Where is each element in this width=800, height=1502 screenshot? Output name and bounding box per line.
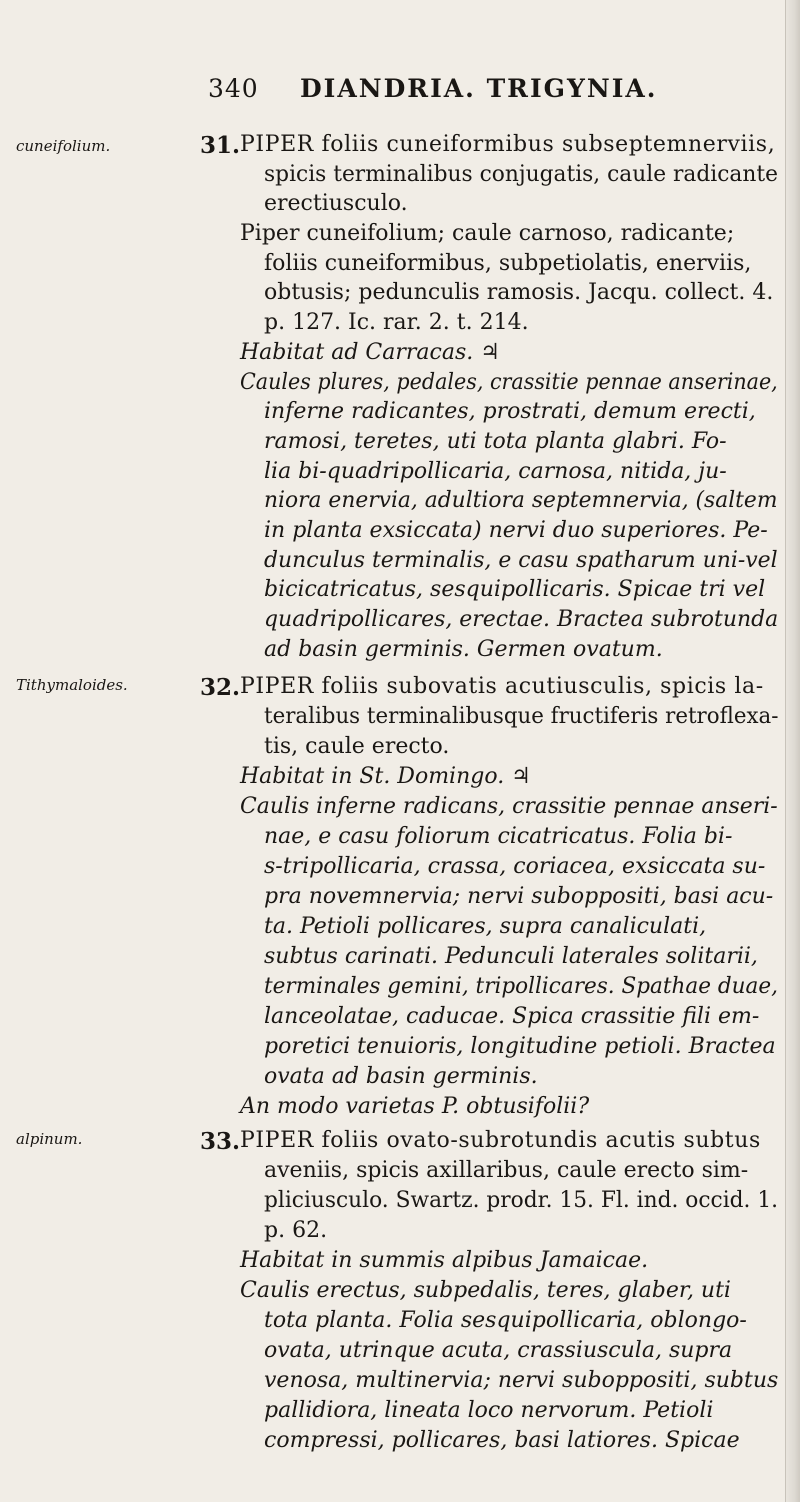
margin-note: Tithymaloides. <box>16 676 128 694</box>
text-line: pra novemnervia; nervi suboppositi, basi acu- <box>264 884 774 909</box>
text-line: niora enervia, adultiora septemnervia, (saltem <box>264 488 778 513</box>
margin-note: alpinum. <box>16 1130 83 1148</box>
text-line: spicis terminalibus conjugatis, caule radicante <box>264 162 778 187</box>
text-line: ovata ad basin germinis. <box>264 1064 538 1089</box>
text-line: ovata, utrinque acuta, crassiuscula, supra <box>264 1338 733 1363</box>
text-line: p. 127. Ic. rar. 2. t. 214. <box>264 310 529 335</box>
page-edge-shadow <box>785 0 800 1502</box>
text-line: An modo varietas P. obtusifolii? <box>240 1094 590 1119</box>
margin-note: cuneifolium. <box>16 137 111 155</box>
text-line: Habitat in summis alpibus Jamaicae. <box>240 1248 649 1273</box>
text-line: ad basin germinis. Germen ovatum. <box>264 637 663 662</box>
text-line: subtus carinati. Pedunculi laterales solitarii, <box>264 944 758 969</box>
text-line: Habitat ad Carracas. ♃ <box>240 340 500 365</box>
text-line: erectiusculo. <box>264 191 408 216</box>
text-line: tota planta. Folia sesquipollicaria, oblongo- <box>264 1308 747 1333</box>
text-line: terminales gemini, tripollicares. Spathae duae, <box>264 974 778 999</box>
entry-number: 32. <box>200 674 241 701</box>
text-line: teralibus terminalibusque fructiferis retroflexa- <box>264 704 779 729</box>
text-line: venosa, multinervia; nervi suboppositi, subtus <box>264 1368 779 1393</box>
text-line: compressi, pollicares, basi latiores. Spicae <box>264 1428 740 1453</box>
text-line: lanceolatae, caducae. Spica crassitie fili em- <box>264 1004 760 1029</box>
text-line: PIPER foliis ovato-subrotundis acutis subtus <box>240 1128 761 1153</box>
text-line: Piper cuneifolium; caule carnoso, radicante; <box>240 221 735 246</box>
text-line: aveniis, spicis axillaribus, caule erecto sim- <box>264 1158 749 1183</box>
text-line: Caules plures, pedales, crassitie pennae anserinae, <box>240 370 778 395</box>
page-header <box>0 74 800 114</box>
text-line: pallidiora, lineata loco nervorum. Petioli <box>264 1398 714 1423</box>
text-line: obtusis; pedunculis ramosis. Jacqu. collect. 4. <box>264 280 774 305</box>
text-line: dunculus terminalis, e casu spatharum uni-vel <box>264 548 778 573</box>
text-line: quadripollicares, erectae. Bractea subrotunda <box>264 607 779 632</box>
text-line: s-tripollicaria, crassa, coriacea, exsiccata su- <box>264 854 766 879</box>
text-line: pliciusculo. Swartz. prodr. 15. Fl. ind. occid. 1. <box>264 1188 779 1213</box>
page-number: 340 <box>208 74 259 103</box>
text-line: foliis cuneiformibus, subpetiolatis, enerviis, <box>264 251 752 276</box>
text-line: Caulis inferne radicans, crassitie pennae anseri- <box>240 794 778 819</box>
text-line: p. 62. <box>264 1218 328 1243</box>
text-line: Habitat in St. Domingo. ♃ <box>240 764 531 789</box>
text-line: PIPER foliis cuneiformibus subseptemnerviis, <box>240 132 776 157</box>
text-line: Caulis erectus, subpedalis, teres, glaber, uti <box>240 1278 731 1303</box>
text-line: tis, caule erecto. <box>264 734 450 759</box>
running-title: DIANDRIA. TRIGYNIA. <box>300 74 658 103</box>
entry-number: 33. <box>200 1128 241 1155</box>
text-line: in planta exsiccata) nervi duo superiores. Pe- <box>264 518 768 543</box>
text-line: ta. Petioli pollicares, supra canaliculati, <box>264 914 707 939</box>
text-line: ramosi, teretes, uti tota planta glabri. Fo- <box>264 429 727 454</box>
entry-number: 31. <box>200 132 241 159</box>
text-line: PIPER foliis subovatis acutiusculis, spicis la- <box>240 674 764 699</box>
text-line: lia bi-quadripollicaria, carnosa, nitida, ju- <box>264 459 727 484</box>
text-line: nae, e casu foliorum cicatricatus. Folia bi- <box>264 824 733 849</box>
text-line: bicicatricatus, sesquipollicaris. Spicae tri vel <box>264 577 766 602</box>
text-line: poretici tenuioris, longitudine petioli. Bractea <box>264 1034 776 1059</box>
text-line: inferne radicantes, prostrati, demum erecti, <box>264 399 756 424</box>
